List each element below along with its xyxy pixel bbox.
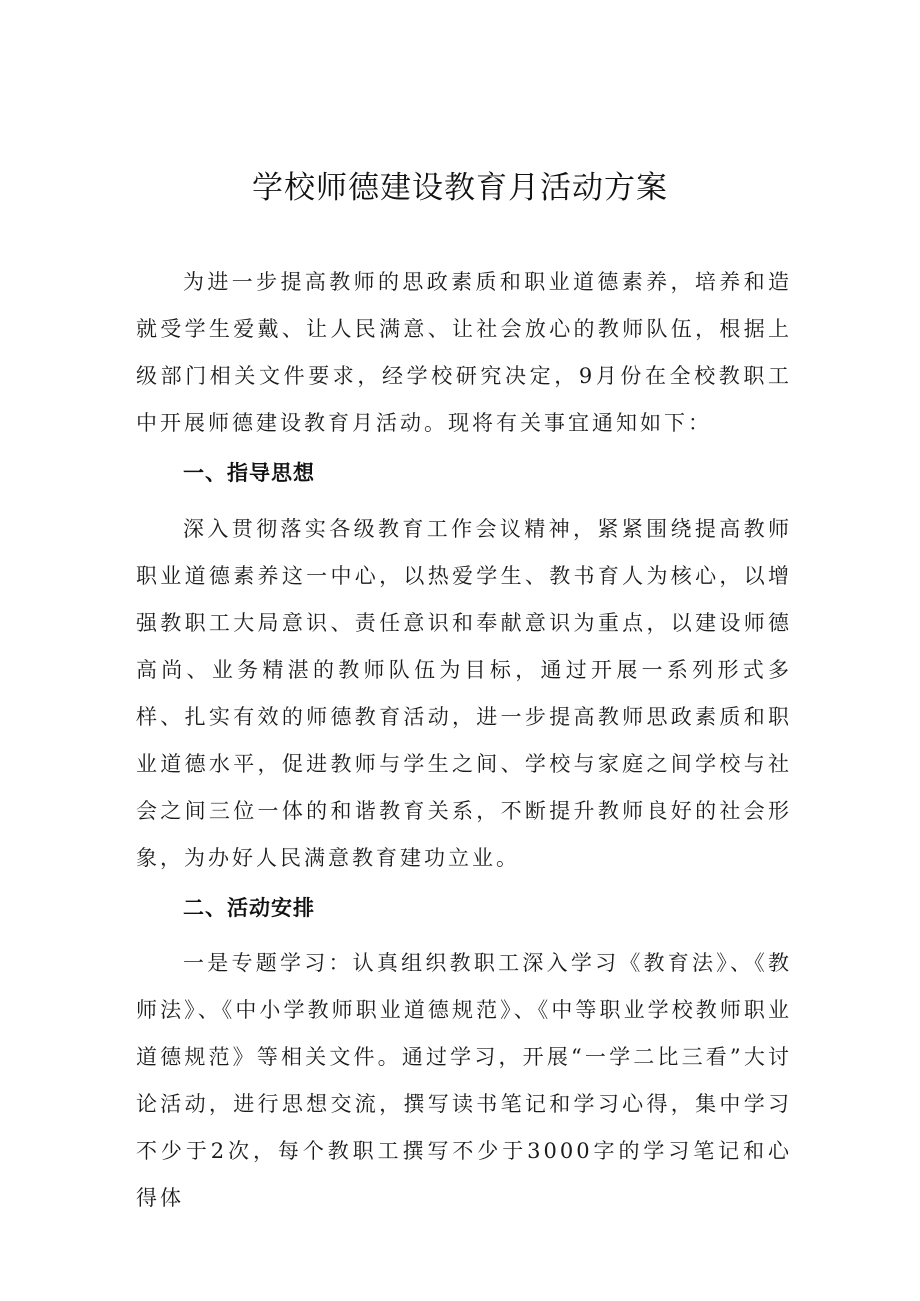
activity-arrangement-paragraph: 一是专题学习：认真组织教职工深入学习《教育法》、《教师法》、《中小学教师职业道德规范》、《中等职业学校教师职业道德规范》等相关文件。通过学习，开展“一学二比三看”大讨论活动，进行思想交流，撰写读书笔记和学习心得，集中学习不少于2次，每个教职工撰写不少于3000字的学习笔记和心得体 — [136, 951, 792, 1210]
intro-paragraph: 为进一步提高教师的思政素质和职业道德素养，培养和造就受学生爱戴、让人民满意、让社会放心的教师队伍，根据上级部门相关文件要求，经学校研究决定，9月份在全校教职工中开展师德建设教育月活动。现将有关事宜通知如下： — [136, 270, 792, 435]
document-title: 学校师德建设教育月活动方案 — [252, 170, 668, 206]
section-heading-activity-arrangement: 二、活动安排 — [183, 896, 315, 920]
section-heading-guiding-ideology: 一、指导思想 — [183, 461, 315, 485]
guiding-ideology-paragraph: 深入贯彻落实各级教育工作会议精神，紧紧围绕提高教师职业道德素养这一中心，以热爱学生、教书育人为核心，以增强教职工大局意识、责任意识和奉献意识为重点，以建设师德高尚、业务精湛的教师队伍为目标，通过开展一系列形式多样、扎实有效的师德教育活动，进一步提高教师思政素质和职业道德水平，促进教师与学生之间、学校与家庭之间学校与社会之间三位一体的和谐教育关系，不断提升教师良好的社会形象，为办好人民满意教育建功立业。 — [136, 517, 792, 870]
